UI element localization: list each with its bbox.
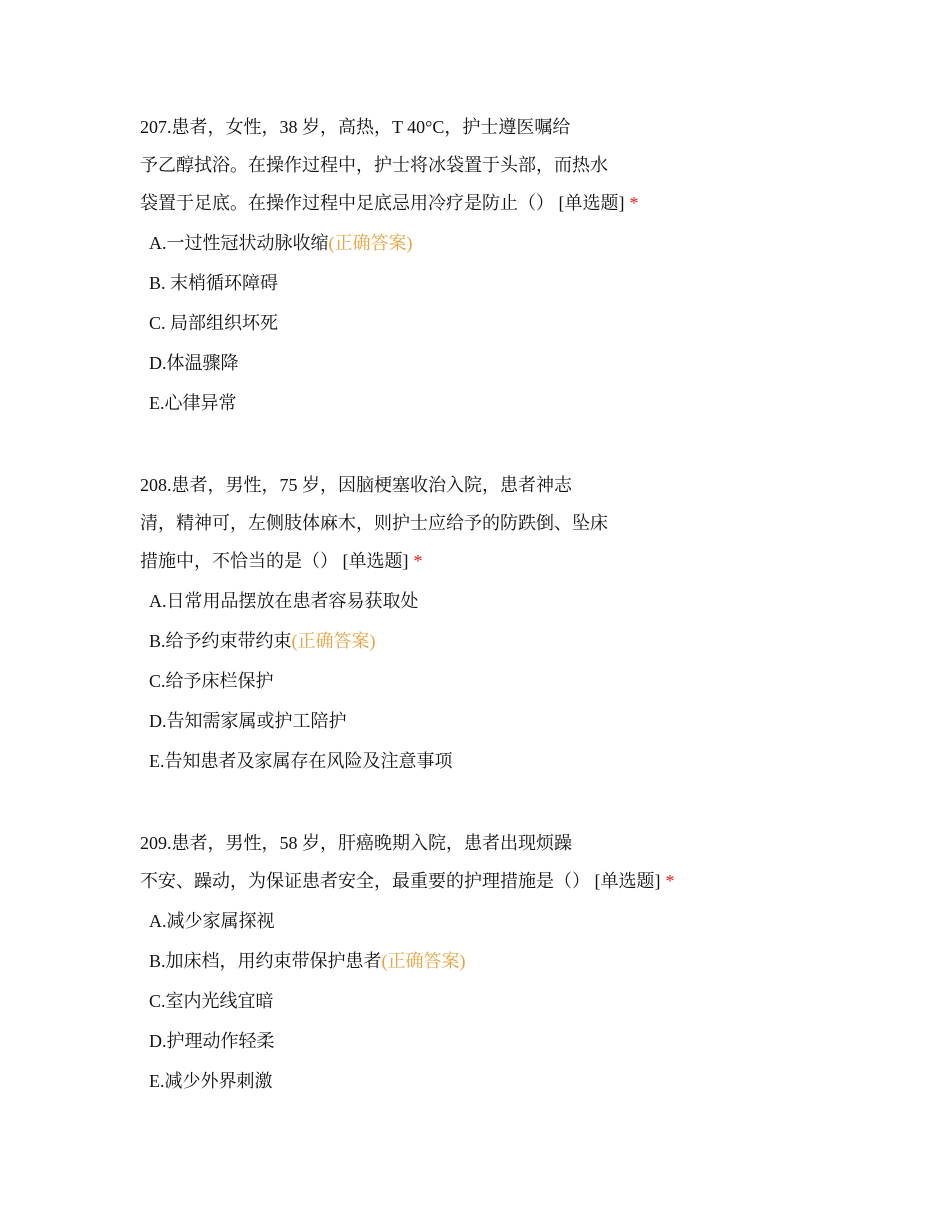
option-c[interactable] bbox=[149, 670, 860, 710]
question-207 bbox=[140, 116, 860, 432]
question-text: 袋置于足底。在操作过程中足底忌用冷疗是防止（） [单选题] bbox=[140, 193, 625, 213]
option-e[interactable] bbox=[149, 750, 860, 790]
option-label: C.给予床栏保护 bbox=[149, 671, 274, 691]
option-label: D.护理动作轻柔 bbox=[149, 1031, 275, 1051]
option-list bbox=[140, 590, 860, 790]
question-text-line bbox=[140, 154, 860, 192]
option-list bbox=[140, 232, 860, 432]
option-list bbox=[140, 910, 860, 1110]
required-asterisk: * bbox=[665, 871, 675, 891]
option-label: E.减少外界刺激 bbox=[149, 1071, 273, 1091]
question-208 bbox=[140, 474, 860, 790]
question-text: 清，精神可，左侧肢体麻木，则护士应给予的防跌倒、坠床 bbox=[140, 513, 608, 533]
question-text-line bbox=[140, 474, 860, 512]
option-b[interactable] bbox=[149, 950, 860, 990]
question-text-line bbox=[140, 832, 860, 870]
option-b[interactable] bbox=[149, 630, 860, 670]
required-asterisk: * bbox=[629, 193, 639, 213]
question-text: 208.患者，男性，75 岁，因脑梗塞收治入院，患者神志 bbox=[140, 475, 572, 495]
question-text-line bbox=[140, 512, 860, 550]
option-e[interactable] bbox=[149, 1070, 860, 1110]
question-209 bbox=[140, 832, 860, 1110]
question-text-line bbox=[140, 870, 860, 908]
option-label: B.给予约束带约束 bbox=[149, 631, 292, 651]
option-label: C.室内光线宜暗 bbox=[149, 991, 274, 1011]
required-asterisk: * bbox=[413, 551, 423, 571]
option-label: D.体温骤降 bbox=[149, 353, 239, 373]
option-label: B.加床档，用约束带保护患者 bbox=[149, 951, 382, 971]
option-label: E.心律异常 bbox=[149, 393, 237, 413]
question-text-line bbox=[140, 550, 860, 588]
option-d[interactable] bbox=[149, 1030, 860, 1070]
option-c[interactable] bbox=[149, 312, 860, 352]
option-b[interactable] bbox=[149, 272, 860, 312]
option-label: A.日常用品摆放在患者容易获取处 bbox=[149, 591, 419, 611]
option-d[interactable] bbox=[149, 710, 860, 750]
question-text: 措施中，不恰当的是（） [单选题] bbox=[140, 551, 409, 571]
option-label: A.一过性冠状动脉收缩 bbox=[149, 233, 329, 253]
option-label: B. 末梢循环障碍 bbox=[149, 273, 279, 293]
question-text: 不安、躁动，为保证患者安全，最重要的护理措施是（） [单选题] bbox=[140, 871, 661, 891]
question-text-line bbox=[140, 116, 860, 154]
option-a[interactable] bbox=[149, 590, 860, 630]
question-text: 207.患者，女性，38 岁，高热，T 40°C，护士遵医嘱给 bbox=[140, 117, 571, 137]
question-text: 209.患者，男性，58 岁，肝癌晚期入院，患者出现烦躁 bbox=[140, 833, 572, 853]
option-e[interactable] bbox=[149, 392, 860, 432]
question-text: 予乙醇拭浴。在操作过程中，护士将冰袋置于头部，而热水 bbox=[140, 155, 608, 175]
option-label: E.告知患者及家属存在风险及注意事项 bbox=[149, 751, 453, 771]
option-label: A.减少家属探视 bbox=[149, 911, 275, 931]
correct-answer-tag: (正确答案) bbox=[328, 233, 413, 253]
option-a[interactable] bbox=[149, 232, 860, 272]
question-text-line bbox=[140, 192, 860, 230]
option-label: C. 局部组织坏死 bbox=[149, 313, 279, 333]
option-a[interactable] bbox=[149, 910, 860, 950]
option-d[interactable] bbox=[149, 352, 860, 392]
correct-answer-tag: (正确答案) bbox=[291, 631, 376, 651]
option-label: D.告知需家属或护工陪护 bbox=[149, 711, 347, 731]
correct-answer-tag: (正确答案) bbox=[381, 951, 466, 971]
option-c[interactable] bbox=[149, 990, 860, 1030]
